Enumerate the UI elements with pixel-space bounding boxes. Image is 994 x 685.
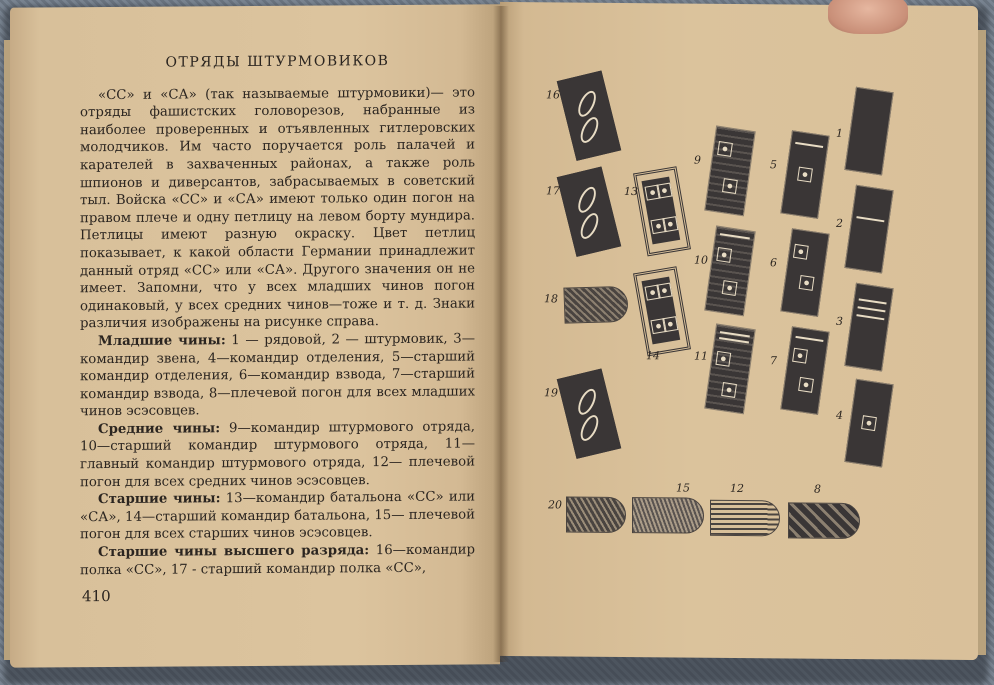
insignia-10 [704,225,756,316]
pip [792,348,808,364]
stripe [859,298,887,304]
section-middle [80,418,475,491]
pip [722,280,738,296]
insignia-figure [500,2,978,660]
stripe [856,216,884,222]
insignia-3 [844,283,893,372]
pip [716,247,732,263]
section-junior [80,330,475,421]
insignia-13 [633,166,691,256]
label-6: 6 [770,256,777,270]
oak-leaf-icon [577,412,602,443]
section-text: 9—командир штурмового отряда, 10—старший командир штурмового отряда, 11— главный командир штурмового отряда, 12— плечевой погон для всех средних чинов эсэсовцев. [80,419,475,490]
pip [662,216,678,232]
stripe [795,336,823,342]
section-heading: Старшие чины: [98,491,221,508]
insignia-6 [780,228,829,317]
pip [793,244,809,260]
patch-field [641,177,680,245]
oak-leaf-icon [575,184,600,215]
oak-leaf-icon [575,386,600,417]
insignia-12 [710,500,780,537]
section-heading: Средние чины: [98,421,221,437]
label-15: 15 [676,481,690,495]
insignia-17 [557,166,621,256]
section-text: 16—командир полка «СС», 17 - старший командир полка «СС», [80,542,475,578]
insignia-2 [844,185,893,274]
insignia-9 [704,125,756,216]
insignia-18 [563,286,628,324]
label-13: 13 [624,184,638,199]
pip [721,382,737,398]
pip [717,141,733,157]
label-14: 14 [646,349,660,363]
insignia-15 [632,497,704,534]
section-text: 1 — рядовой, 2 — штурмовик, 3—командир звена, 4—командир отделения, 5—старший командир отделения, 6—командир взвода, 7—старший командир взвода, 8—плечевой погон для всех младших чинов эсэсовцев. [80,331,475,420]
label-4: 4 [836,408,843,422]
pip [722,178,738,194]
thumb [828,0,908,34]
insignia-19 [557,368,621,458]
stripe [856,314,884,320]
insignia-11 [704,323,756,414]
section-heading: Старшие чины высшего разряда: [98,543,370,561]
label-11: 11 [694,349,708,363]
page-number: 410 [82,587,111,606]
pip [797,167,813,183]
insignia-16 [557,70,621,160]
oak-leaf-icon [575,88,600,119]
pip [715,351,731,367]
label-1: 1 [836,126,843,140]
label-3: 3 [836,314,843,328]
pip [656,283,672,299]
label-20: 20 [548,498,562,512]
left-page [10,4,500,667]
label-19: 19 [544,386,558,400]
section-senior [80,489,475,545]
stripe [795,142,823,148]
label-17: 17 [546,184,560,198]
label-10: 10 [694,253,708,267]
label-5: 5 [770,158,777,172]
left-page-text [80,52,475,579]
stripe [858,306,886,312]
label-7: 7 [770,354,777,368]
page-title: ОТРЯДЫ ШТУРМОВИКОВ [165,53,390,71]
oak-leaf-icon [577,114,602,145]
label-8: 8 [814,482,821,496]
section-text: 13—командир батальона «СС» или «СА», 14—старший командир батальона, 15— плечевой погон для всех старших чинов эсэсовцев. [80,489,475,543]
label-2: 2 [836,216,843,230]
label-18: 18 [544,292,558,306]
section-highest [80,541,475,579]
book-gutter [493,6,509,662]
pip [798,377,814,393]
patch-field [641,277,680,345]
pip [662,316,678,332]
pip [861,415,877,431]
insignia-1 [844,87,893,176]
insignia-20 [566,496,626,533]
insignia-5 [780,130,829,219]
intro-paragraph: «СС» и «СА» (так называемые штурмовики)— это отряды фашистских головорезов, набранные из наиболее проверенных и отъявленных гитлеровских молодчиков. Им часто поручается роль палачей и карателей в захваченных районах, а также роль шпионов и диверсантов, забрасываемых в советский тыл. Войска «СС» и «СА» имеют только один погон на правом плече и одну петлицу на левом борту мундира. Петлицы имеют разную окраску. Цвет петлиц показывает, к какой области Германии принадлежит данный отряд «СС» или «СА». Другого значения он не имеет. Запомни, что у всех младших чинов погон одинаковый, у всех средних чинов—тоже и т. д. Знаки различия изображены на рисунке справа. [80,85,475,332]
stripe [719,337,749,343]
label-12: 12 [730,481,744,496]
section-heading: Младшие чины: [98,333,226,350]
pip [799,275,815,291]
label-9: 9 [694,153,701,167]
stripe [720,233,750,239]
oak-leaf-icon [577,210,602,241]
label-16: 16 [546,88,560,102]
pip [656,183,672,199]
insignia-14 [633,266,691,356]
stripe [720,331,750,337]
insignia-8 [788,502,860,539]
right-page [500,2,978,660]
insignia-4 [844,379,893,468]
insignia-7 [780,326,829,415]
